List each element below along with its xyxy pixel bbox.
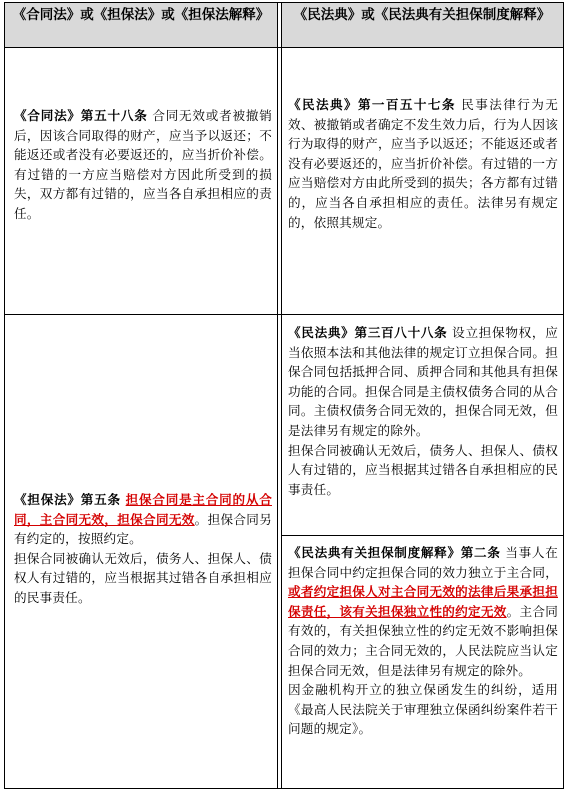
column-divider-right <box>281 3 282 788</box>
guarantee-law-article-5 <box>14 490 272 608</box>
header-divider <box>5 47 563 48</box>
article-title: 《民法典有关担保制度解释》第二条 <box>288 545 501 560</box>
article-title: 《民法典》第一百五十七条 <box>288 97 456 112</box>
column-divider-left <box>277 3 278 788</box>
article-text: 当事人在担保合同中约定担保合同的效力独立于主合同， <box>288 545 558 580</box>
article-title: 《担保法》第五条 <box>14 492 121 507</box>
article-text-continued: 。主合同有效的，有关担保独立性的约定无效不影响担保合同的效力；主合同无效的，人民法院应当认定担保合同无效，但是法律另有规定的除外。 <box>288 603 558 678</box>
contract-law-article-58 <box>14 106 272 224</box>
guarantee-interpretation-article-2 <box>288 543 558 739</box>
article-title: 《合同法》第五十八条 <box>14 108 148 123</box>
header-right: 《民法典》或《民法典有关担保制度解释》 <box>281 3 563 47</box>
header-left: 《合同法》或《担保法》或《担保法解释》 <box>5 3 277 47</box>
article-text: 。担保合同另有约定的，按照约定。 <box>14 511 272 547</box>
article-text: 设立担保物权，应当依照本法和其他法律的规定订立担保合同。担保合同包括抵押合同、质押合同和其他具有担保功能的合同。担保合同是主债权债务合同的从合同。主债权债务合同无效的，担保合同无效，但是法律另有规定的除外。 <box>288 325 558 438</box>
comparison-table <box>4 2 564 789</box>
highlighted-text: 担保合同是主合同的从合同，主合同无效，担保合同无效 <box>14 492 272 527</box>
right-subrow-divider <box>281 535 563 536</box>
article-title: 《民法典》第三百八十八条 <box>288 325 448 340</box>
article-paragraph: 因金融机构开立的独立保函发生的纠纷，适用《最高人民法院关于审理独立保函纠纷案件若干问题的规定》。 <box>288 682 558 737</box>
row-divider <box>5 314 563 315</box>
highlighted-text: 或者约定担保人对主合同无效的法律后果承担担保责任，该有关担保独立性的约定无效 <box>288 584 558 619</box>
article-text: 合同无效或者被撤销后，因该合同取得的财产，应当予以返还；不能返还或者没有必要返还的，应当折价补偿。有过错的一方应当赔偿对方因此所受到的损失，双方都有过错的，应当各自承担相应的责任。 <box>14 108 272 221</box>
civil-code-article-388 <box>288 323 558 499</box>
article-text: 民事法律行为无效、被撤销或者确定不发生效力后，行为人因该行为取得的财产，应当予以返还；不能返还或者没有必要返还的，应当折价补偿。有过错的一方应当赔偿对方由此所受到的损失；各方都有过错的，应当各自承担相应的责任。法律另有规定的，依照其规定。 <box>288 97 558 230</box>
civil-code-article-157 <box>288 95 558 232</box>
article-paragraph: 担保合同被确认无效后，债务人、担保人、债权人有过错的，应当根据其过错各自承担相应的民事责任。 <box>14 550 272 605</box>
article-paragraph: 担保合同被确认无效后，债务人、担保人、债权人有过错的，应当根据其过错各自承担相应的民事责任。 <box>288 442 558 497</box>
